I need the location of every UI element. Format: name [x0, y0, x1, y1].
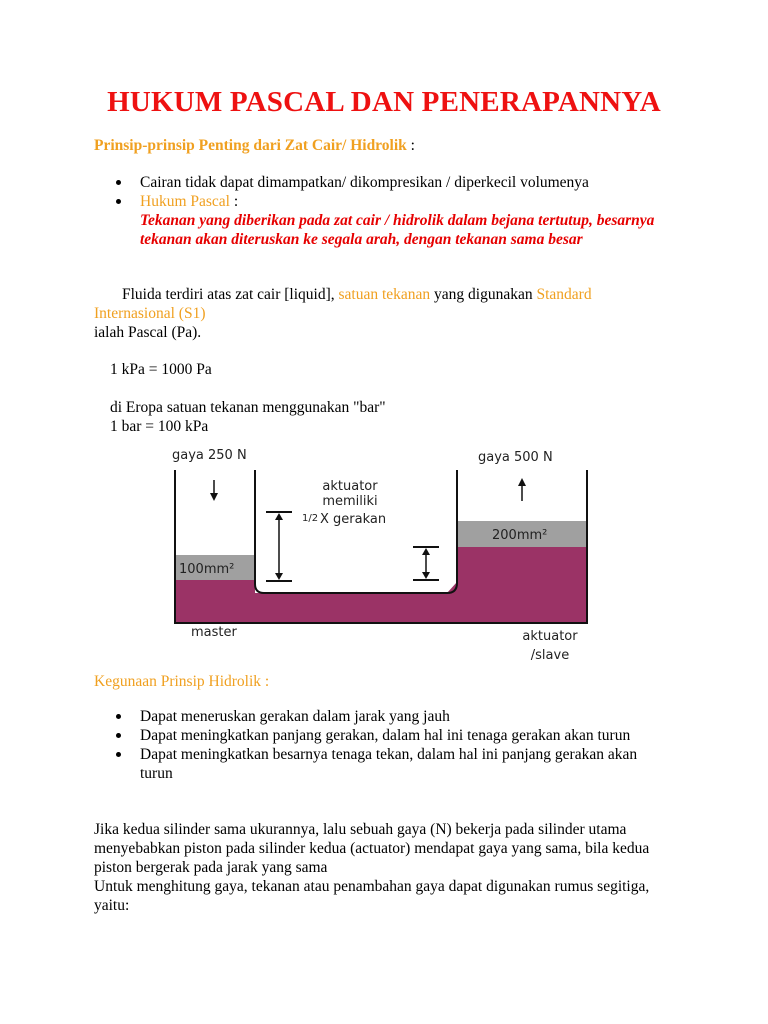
force-right-label: gaya 500 N: [478, 450, 553, 465]
kpa-equation: 1 kPa = 1000 Pa: [110, 361, 212, 378]
actuator-note-line-1: aktuator: [322, 479, 378, 494]
standard-internasional-link[interactable]: Standard Internasional (S1): [94, 286, 592, 322]
eropa-text: di Eropa satuan tekanan menggunakan "bar": [110, 399, 386, 416]
principles-heading-text: Prinsip-prinsip Penting dari Zat Cair/ Hidrolik: [94, 137, 407, 154]
actuator-note-line-2: memiliki: [322, 494, 378, 509]
force-left-label: gaya 250 N: [172, 448, 247, 463]
fluid-line-2: ialah Pascal (Pa).: [94, 324, 202, 341]
up-arrow-icon: [518, 478, 526, 501]
master-label: master: [191, 625, 237, 640]
principles-heading-suffix: :: [406, 137, 415, 154]
principle-item-2-suffix: :: [229, 193, 239, 210]
closing-paragraph-2: Untuk menghitung gaya, tekanan atau penambahan gaya dapat digunakan rumus segitiga, yaitu:: [94, 878, 650, 914]
slave-label-line-2: /slave: [530, 648, 570, 663]
page-title: HUKUM PASCAL DAN PENERAPANNYA: [107, 86, 661, 118]
kegunaan-item-1: Dapat meneruskan gerakan dalam jarak yang jauh: [140, 708, 450, 725]
slave-stroke-marker: [413, 547, 439, 580]
kegunaan-item-3: Dapat meningkatkan besarnya tenaga tekan, dalam hal ini panjang gerakan akan turun: [140, 746, 638, 782]
fluid-text-1: Fluida terdiri atas zat cair [liquid],: [122, 286, 339, 303]
down-arrow-icon: [210, 480, 218, 501]
fluid-text-2: yang digunakan: [430, 286, 537, 303]
closing-paragraph-1: Jika kedua silinder sama ukurannya, lalu sebuah gaya (N) bekerja pada silinder utama menyebabkan piston pada silinder kedua (actuator) mendapat gaya yang sama, bila kedua piston bergerak pada jarak yang sama: [94, 821, 650, 876]
actuator-note-fraction: 1/2: [302, 513, 319, 524]
area-left-label: 100mm²: [179, 562, 235, 577]
principle-item-1: Cairan tidak dapat dimampatkan/ dikompresikan / diperkecil volumenya: [140, 174, 589, 191]
slave-label-line-1: aktuator: [522, 629, 578, 644]
area-right-label: 200mm²: [492, 528, 548, 543]
actuator-note-line-3: X gerakan: [320, 512, 387, 527]
hukum-pascal-link[interactable]: Hukum Pascal: [140, 193, 230, 210]
pascal-law-statement: Tekanan yang diberikan pada zat cair / hidrolik dalam bejana tertutup, besarnya tekanan akan diteruskan ke segala arah, dengan tekanan sama besar: [140, 212, 655, 248]
kegunaan-heading-text: Kegunaan Prinsip Hidrolik :: [94, 673, 270, 690]
bar-equation: 1 bar = 100 kPa: [110, 418, 209, 435]
kegunaan-item-2: Dapat meningkatkan panjang gerakan, dalam hal ini tenaga gerakan akan turun: [140, 727, 631, 744]
master-stroke-marker: [266, 512, 292, 581]
satuan-tekanan-link[interactable]: satuan tekanan: [338, 286, 431, 303]
